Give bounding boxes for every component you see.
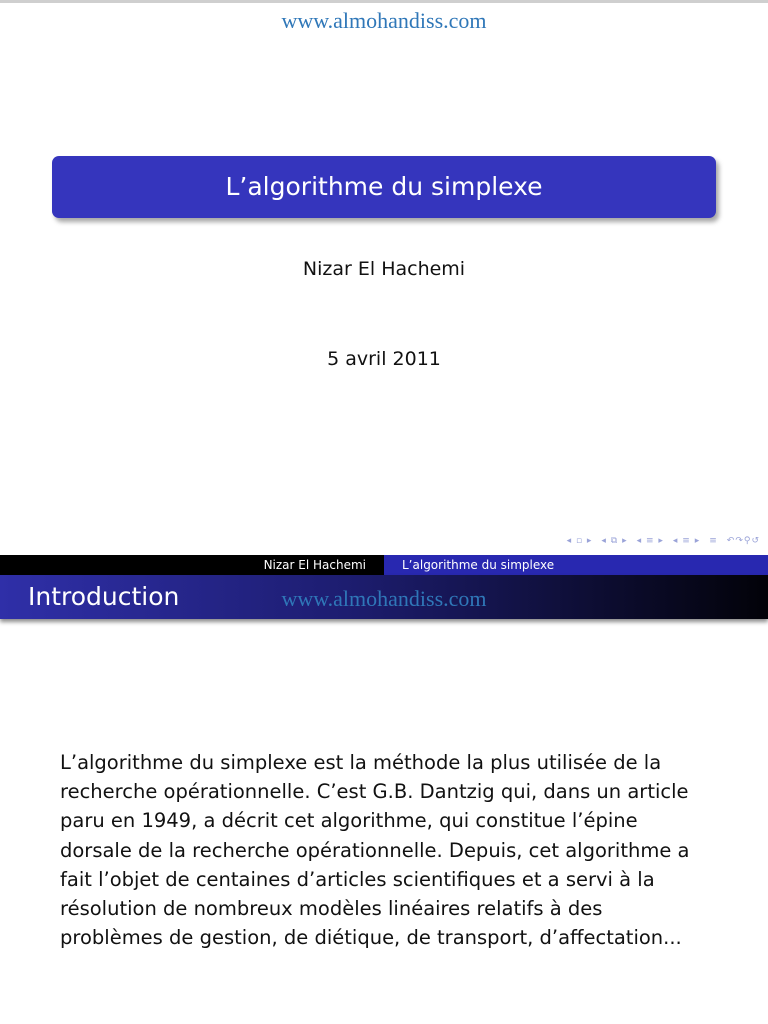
footer-title: L’algorithme du simplexe xyxy=(384,555,768,575)
frame-title: Introduction xyxy=(28,582,180,611)
section-nav-icon[interactable]: ◂ ≡ ▸ xyxy=(636,536,664,546)
footer-author: Nizar El Hachemi xyxy=(263,558,366,572)
watermark-top[interactable]: www.almohandiss.com xyxy=(281,8,487,33)
watermark-middle[interactable]: www.almohandiss.com xyxy=(281,586,487,611)
slide-nav-icon[interactable]: ◂ ≡ ▸ xyxy=(672,536,701,546)
search-icon[interactable]: ↶↷⚲↺ xyxy=(726,536,760,546)
slide-title-box xyxy=(52,156,716,218)
subsection-nav-icon[interactable]: ◂ ⧉ ▸ xyxy=(601,536,628,546)
author-name: Nizar El Hachemi xyxy=(302,258,466,280)
slide-title: L’algorithme du simplexe xyxy=(225,172,543,201)
toc-icon[interactable]: ≡ xyxy=(709,536,718,546)
introduction-paragraph: L’algorithme du simplexe est la méthode la plus utilisée de la recherche opérationnelle. C’est G.B. Dantzig qui, dans un article paru en 1949, a décrit cet algorithme, qui constitue l’épine dorsale de la recherche opérationnelle. Depuis, cet algorithme a fait l’objet de centaines d’articles scientifiques et a servi à la résolution de nombreux modèles linéaires relatifs à des problèmes de gestion, de diétique, de transport, d’affectation... xyxy=(60,751,690,950)
presentation-date: 5 avril 2011 xyxy=(327,348,441,370)
beamer-navigation-bar xyxy=(567,536,760,546)
frame-nav-icon[interactable]: ◂ ▫ ▸ xyxy=(566,536,593,546)
slide-footer xyxy=(0,555,768,575)
